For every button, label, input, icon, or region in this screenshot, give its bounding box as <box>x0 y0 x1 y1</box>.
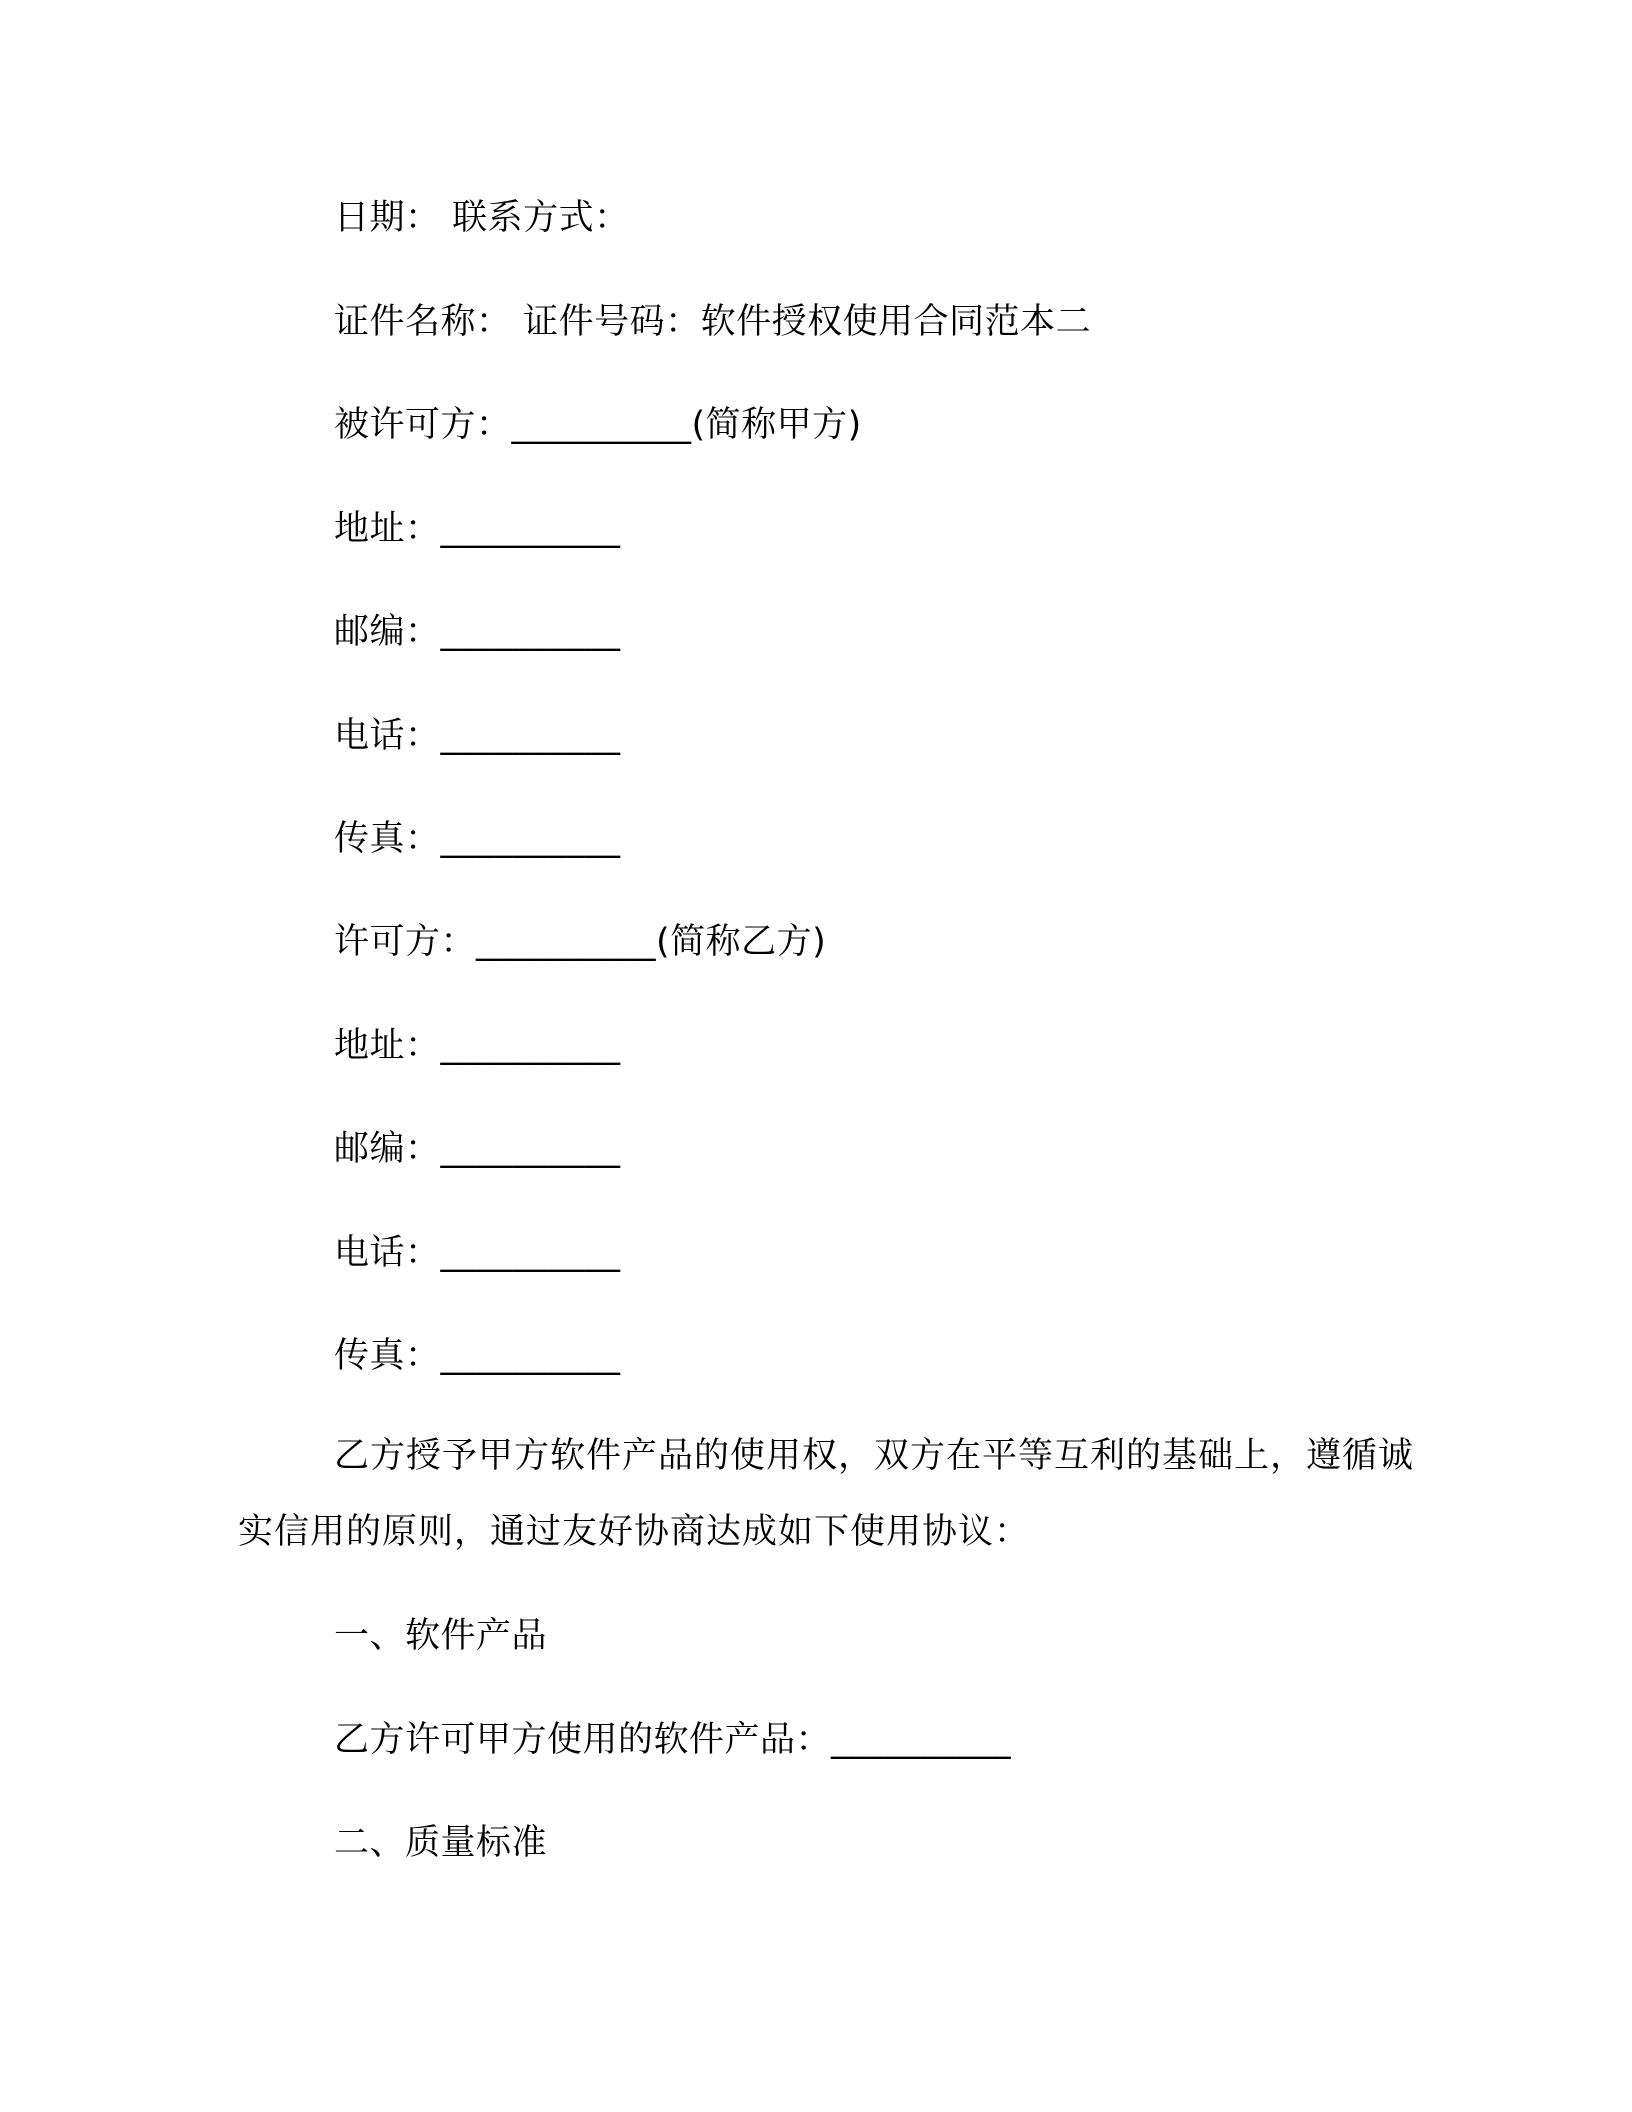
licensor-fax-line: 传真：__________ <box>334 1336 621 1376</box>
licensee-postcode-line: 邮编：__________ <box>334 612 621 652</box>
licensor-phone-line: 电话：__________ <box>334 1233 621 1273</box>
section-1-text: 乙方许可甲方使用的软件产品：__________ <box>334 1720 1012 1760</box>
id-name-number-line: 证件名称： 证件号码：软件授权使用合同范本二 <box>334 302 1092 342</box>
section-1-heading: 一、软件产品 <box>334 1616 548 1656</box>
agreement-intro-paragraph: 乙方授予甲方软件产品的使用权，双方在平等互利的基础上，遵循诚实信用的原则，通过友好协商达成如下使用协议： <box>238 1436 1415 1552</box>
licensee-fax-line: 传真：__________ <box>334 819 621 859</box>
licensee-address-line: 地址：__________ <box>334 509 621 549</box>
licensor-line: 许可方：__________(简称乙方) <box>334 922 827 962</box>
section-2-heading: 二、质量标准 <box>334 1823 548 1863</box>
licensor-postcode-line: 邮编：__________ <box>334 1129 621 1169</box>
licensee-phone-line: 电话：__________ <box>334 716 621 756</box>
licensor-address-line: 地址：__________ <box>334 1026 621 1066</box>
date-contact-line: 日期： 联系方式： <box>334 198 630 238</box>
licensee-line: 被许可方：__________(简称甲方) <box>334 405 862 445</box>
